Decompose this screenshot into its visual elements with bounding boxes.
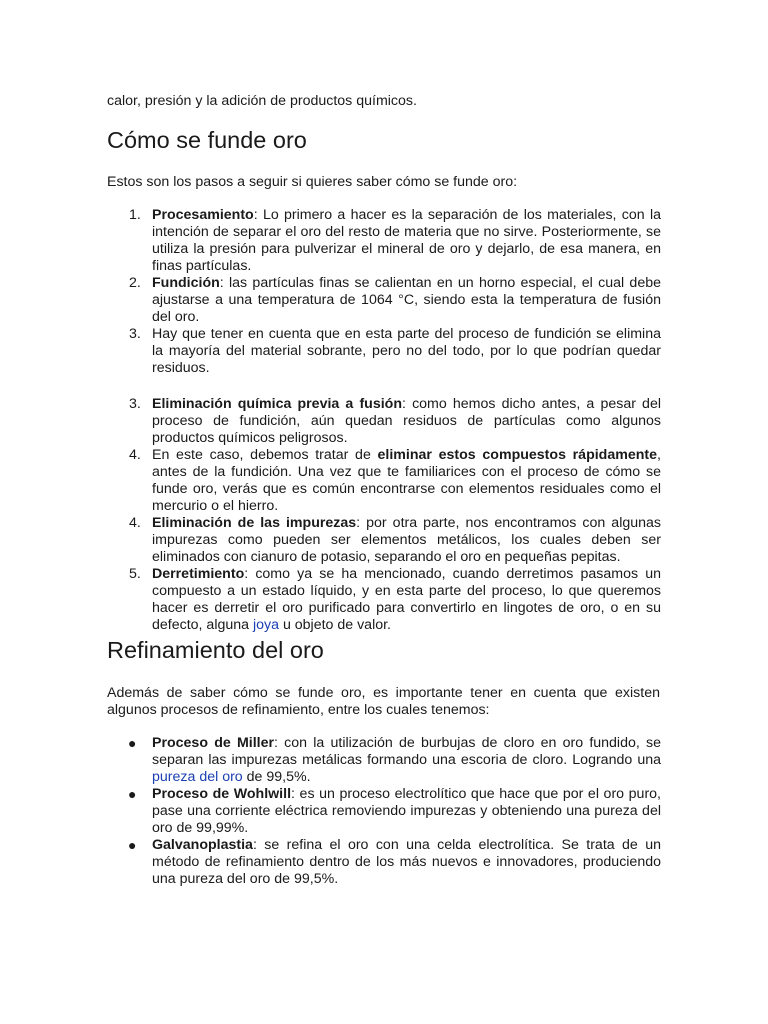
bullet-icon: ● [128,735,137,751]
joya-link[interactable]: joya [252,617,279,633]
section-heading-fundir: Cómo se funde oro [107,127,307,153]
list-item [129,275,661,326]
step-text: Hay que tener en cuenta que en esta parte del proceso de fundición se elimina la mayoría del material sobrante, pero no del todo, por lo que podrían quedar residuos. [152,326,661,376]
step-title: Derretimiento [152,566,245,582]
item-text-post: de 99,5%. [242,769,311,785]
list-item [128,735,662,786]
intro-paragraph-tail: calor, presión y la adición de productos químicos. [107,93,417,109]
list-item [129,207,661,275]
step-text: : como ya se ha mencionado, cuando derretimos pasamos un compuesto a un estado líquido, y en esta parte del proceso, lo que queremos hacer es derretir el oro purificado para convertirlo en lingotes de oro, o en su defecto, alguna [152,566,661,633]
list-number: 5. [129,566,141,582]
list-item [128,837,661,888]
list-item [128,786,662,837]
bullet-icon: ● [128,837,137,853]
step-title: Eliminación química previa a fusión [152,396,402,412]
steps-list-b [129,396,662,634]
list-item [129,515,662,566]
step-emphasis: eliminar estos compuestos rápidamente [377,447,658,463]
bullet-icon: ● [128,786,137,802]
section1-lead: Estos son los pasos a seguir si quieres saber cómo se funde oro: [107,174,518,190]
step-text: : por otra parte, nos encontramos con algunas impurezas como pueden ser elementos metálicos, los cuales deben ser eliminados con cianuro de potasio, separando el oro en pequeñas pepitas. [152,515,662,565]
step-text: : Lo primero a hacer es la separación de los materiales, con la intención de separar el oro del resto de materia que no sirve. Posteriormente, se utiliza la presión para pulverizar el mineral de oro y dejarlo, de esa manera, en finas partículas. [152,207,661,274]
step-text: : las partículas finas se calientan en un horno especial, el cual debe ajustarse a una temperatura de 1064 °C, siendo esta la temperatura de fusión del oro. [152,275,661,325]
section-heading-refinamiento: Refinamiento del oro [107,637,324,663]
list-number: 2. [129,275,141,291]
pureza-del-oro-link[interactable]: pureza del oro [152,769,243,785]
list-number: 3. [129,326,141,342]
step-text-pre: En este caso, debemos tratar de [152,447,378,463]
item-text: : con la utilización de burbujas de cloro en oro fundido, se separan las impurezas metálicas formando una escoria de cloro. Logrando una [152,735,662,768]
steps-list-a [129,207,661,377]
step-text: , antes de la fundición. Una vez que te familiarices con el proceso de cómo se funde oro, verás que es común encontrarse con elementos residuales como el mercurio o el hierro. [152,447,661,514]
step-text: : como hemos dicho antes, a pesar del proceso de fundición, aún quedan residuos de partículas como algunos productos químicos peligrosos. [152,396,661,446]
step-title: Fundición [152,275,220,291]
list-number: 3. [129,396,141,412]
section2-lead: Además de saber cómo se funde oro, es importante tener en cuenta que existen algunos procesos de refinamiento, entre los cuales tenemos: [107,685,660,718]
list-number: 1. [129,207,141,223]
step-title: Eliminación de las impurezas [152,515,357,531]
step-text-post: u objeto de valor. [279,617,392,633]
step-title: Procesamiento [152,207,254,223]
list-item [129,566,661,634]
item-title: Galvanoplastia [152,837,253,853]
list-number: 4. [129,515,141,531]
item-text: : es un proceso electrolítico que hace que por el oro puro, pase una corriente eléctrica removiendo impurezas y obteniendo una pureza del oro de 99,99%. [152,786,662,836]
item-text: : se refina el oro con una celda electrolítica. Se trata de un método de refinamiento dentro de los más nuevos e innovadores, produciendo una pureza del oro de 99,5%. [152,837,661,887]
item-title: Proceso de Wohlwill [152,786,292,802]
list-item [129,447,661,515]
list-number: 4. [129,447,141,463]
item-title: Proceso de Miller [152,735,275,751]
list-item [129,396,661,447]
list-item [129,326,661,377]
refining-list [128,735,662,888]
